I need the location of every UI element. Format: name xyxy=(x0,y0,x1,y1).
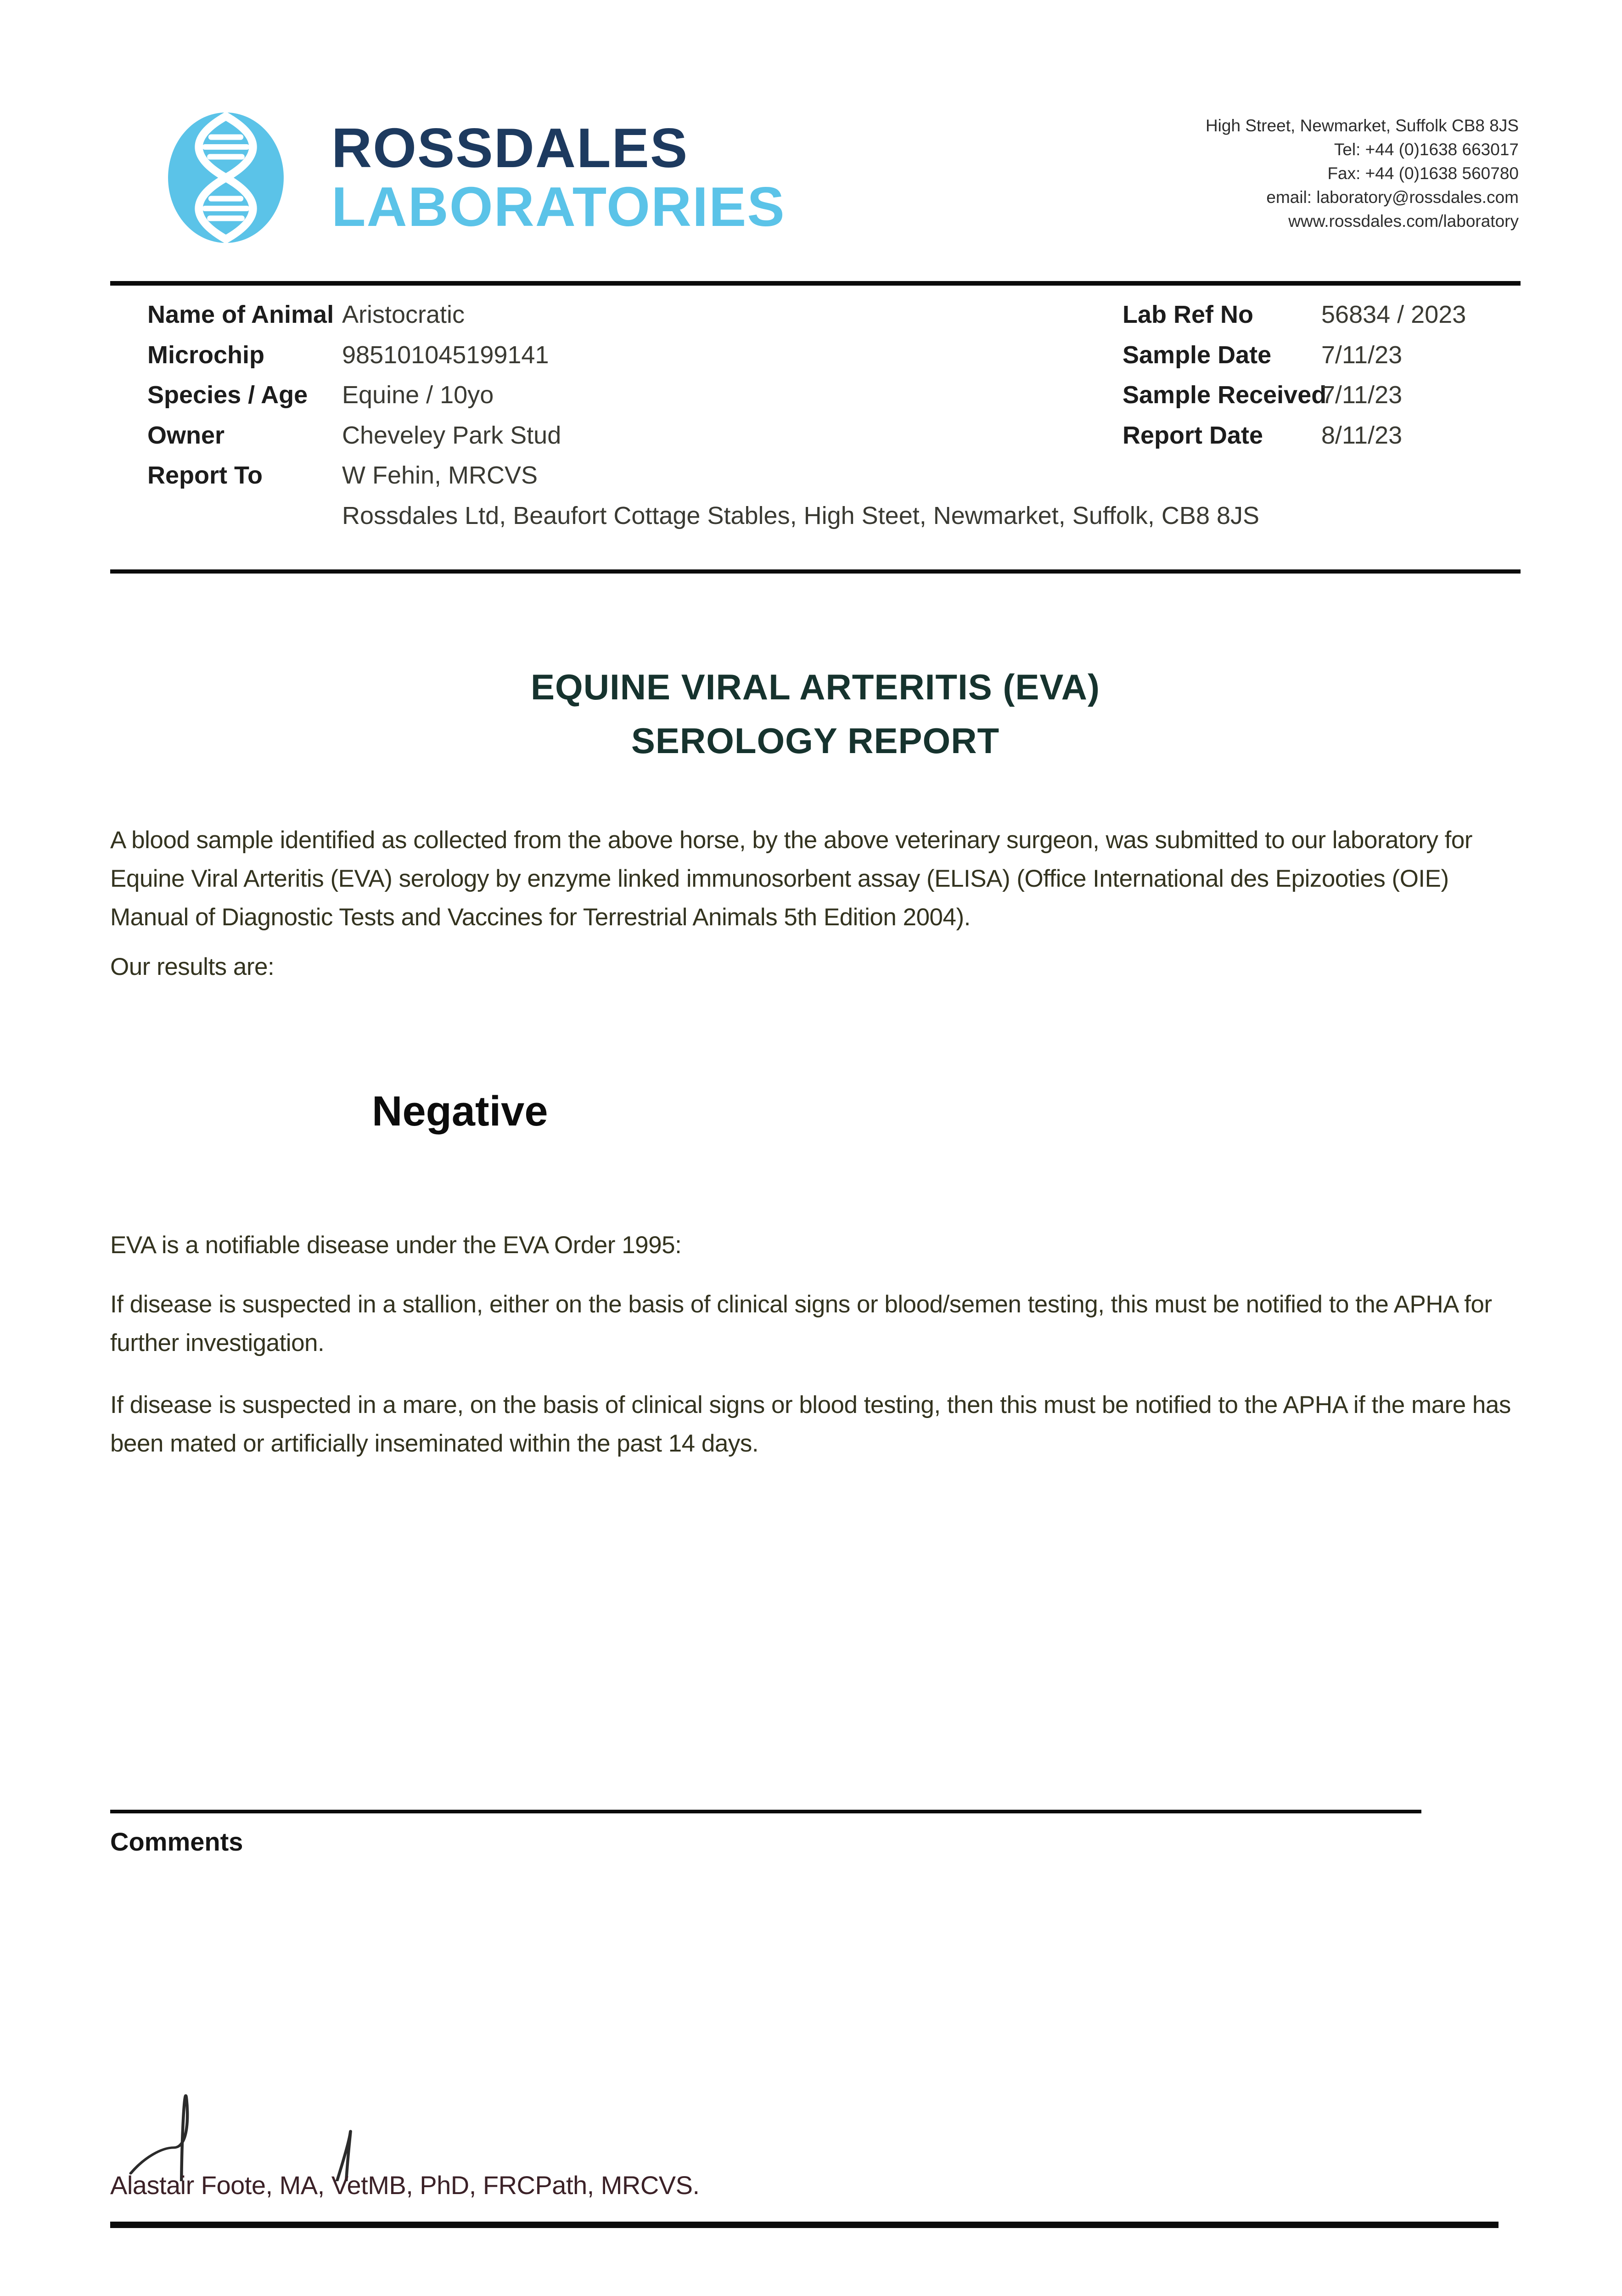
report-title-line1: EQUINE VIRAL ARTERITIS (EVA) xyxy=(531,667,1100,707)
detail-value: Cheveley Park Stud xyxy=(342,421,561,449)
detail-row xyxy=(147,375,1089,416)
detail-value: 985101045199141 xyxy=(342,341,549,369)
detail-label: Species / Age xyxy=(147,381,308,409)
report-title xyxy=(110,660,1521,768)
lab-details xyxy=(1122,295,1582,456)
results-intro: Our results are: xyxy=(110,953,275,980)
detail-row xyxy=(147,456,1089,496)
contact-address: High Street, Newmarket, Suffolk CB8 8JS xyxy=(1205,116,1519,135)
detail-label: Report Date xyxy=(1122,421,1263,449)
detail-label: Sample Received xyxy=(1122,381,1327,409)
detail-value: Aristocratic xyxy=(342,301,465,328)
contact-block xyxy=(1206,114,1519,233)
dna-helix-icon xyxy=(164,108,287,247)
detail-value: 56834 / 2023 xyxy=(1321,301,1466,328)
comments-heading: Comments xyxy=(110,1827,243,1856)
detail-label: Sample Date xyxy=(1122,341,1272,369)
detail-row xyxy=(1122,295,1582,335)
detail-label: Microchip xyxy=(147,341,265,369)
contact-website: www.rossdales.com/laboratory xyxy=(1288,212,1519,231)
details-top-rule xyxy=(110,281,1521,286)
footer-bar xyxy=(110,2222,1499,2228)
detail-value: W Fehin, MRCVS xyxy=(342,461,538,489)
report-title-line2: SEROLOGY REPORT xyxy=(631,720,1000,761)
contact-tel: Tel: +44 (0)1638 663017 xyxy=(1334,140,1519,159)
detail-label: Lab Ref No xyxy=(1122,301,1254,328)
detail-row xyxy=(147,496,1260,536)
detail-row xyxy=(147,416,1089,456)
logo-rossdales-text: ROSSDALES xyxy=(331,117,689,179)
stallion-note: If disease is suspected in a stallion, either on the basis of clinical signs or blood/semen testing, this must be notified to the APHA for further investigation. xyxy=(110,1291,1492,1356)
notifiable-statement: EVA is a notifiable disease under the EVA Order 1995: xyxy=(110,1232,682,1259)
detail-label: Name of Animal xyxy=(147,301,334,328)
detail-row xyxy=(1122,375,1582,416)
mare-note: If disease is suspected in a mare, on the basis of clinical signs or blood testing, then this must be notified to the APHA if the mare has been mated or artificially inseminated within the past 14 days. xyxy=(110,1391,1511,1457)
contact-email: email: laboratory@rossdales.com xyxy=(1266,188,1519,207)
detail-row xyxy=(1122,416,1582,456)
intro-paragraph: A blood sample identified as collected from the above horse, by the above veterinary surgeon, was submitted to our laboratory for Equine Viral Arteritis (EVA) serology by enzyme linked immunosorbent assay (ELISA) (Office International des Epizooties (OIE) Manual of Diagnostic Tests and Vaccines for Terrestrial Animals 5th Edition 2004). xyxy=(110,827,1473,931)
detail-row xyxy=(147,335,1089,376)
contact-fax: Fax: +44 (0)1638 560780 xyxy=(1327,164,1519,183)
detail-value: Equine / 10yo xyxy=(342,381,494,409)
detail-label: Report To xyxy=(147,461,263,489)
detail-label: Owner xyxy=(147,421,225,449)
details-bottom-rule xyxy=(110,569,1521,574)
comments-divider xyxy=(110,1810,1421,1813)
logo-wordmark xyxy=(331,118,786,236)
detail-row xyxy=(1122,335,1582,376)
detail-value: 7/11/23 xyxy=(1321,381,1403,409)
result-value: Negative xyxy=(372,1088,548,1135)
signatory-name: Alastair Foote, MA, VetMB, PhD, FRCPath, MRCVS. xyxy=(110,2171,700,2200)
detail-row xyxy=(147,295,1089,335)
detail-value: 8/11/23 xyxy=(1321,421,1403,449)
detail-value: 7/11/23 xyxy=(1321,341,1403,369)
detail-value: Rossdales Ltd, Beaufort Cottage Stables, High Steet, Newmarket, Suffolk, CB8 8JS xyxy=(342,501,1260,529)
logo-laboratories-text: LABORATORIES xyxy=(331,175,786,238)
signature-image xyxy=(112,2034,411,2181)
